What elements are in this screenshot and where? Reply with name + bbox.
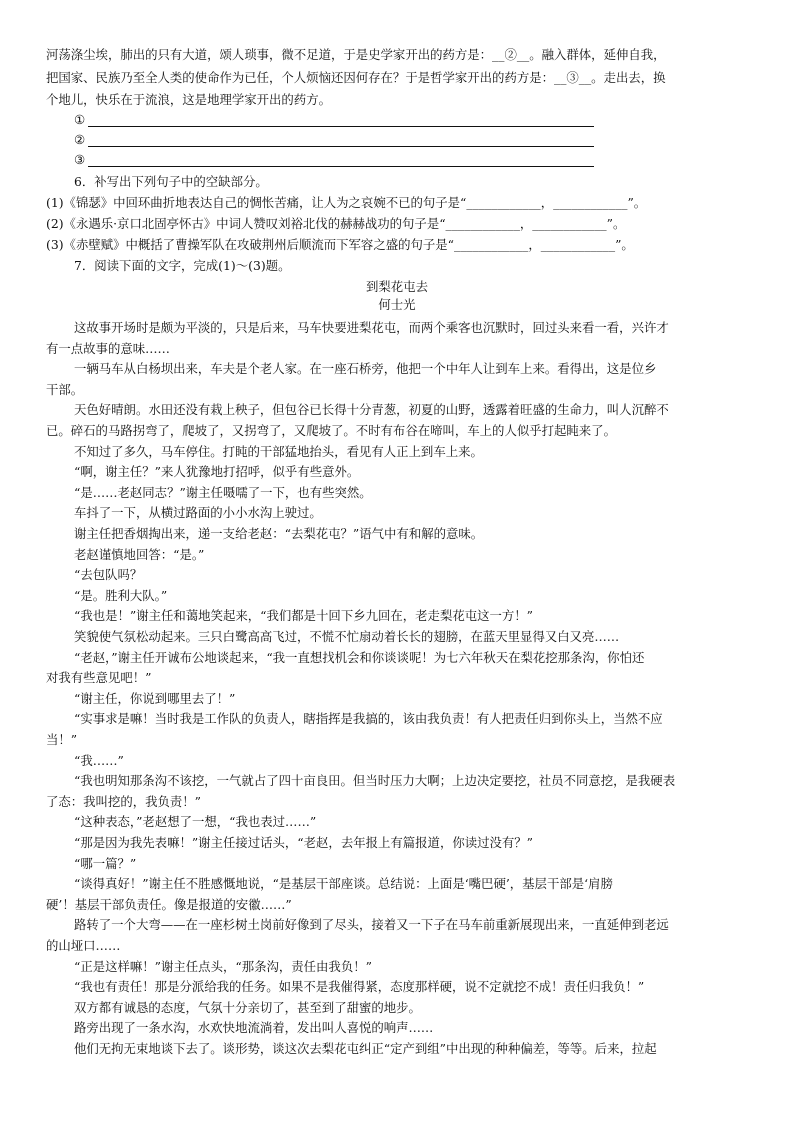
story-line: “去包队吗？ <box>74 567 143 583</box>
story-line: “是……老赵同志？”谢主任嗫嚅了一下，也有些突然。 <box>74 484 372 500</box>
story-line: 有一点故事的意味…… <box>46 340 170 356</box>
answer-line-3[interactable] <box>74 150 594 170</box>
story-line: 他们无拘无束地谈下去了。谈形势，谈这次去梨花屯纠正“定产到组”中出现的种种偏差，等等。后来，拉起 <box>74 1041 657 1056</box>
story-line: 的山垭口…… <box>46 938 121 953</box>
story-author: 何士光 <box>378 297 416 312</box>
story-line: 路转了一个大弯——在一座杉树土岗前好像到了尽头，接着又一下子在马车前重新展现出来，一直延伸到老远 <box>74 917 669 933</box>
story-line: 不知过了多久，马车停住。打盹的干部猛地抬头，看见有人正上到车上来。 <box>74 443 483 459</box>
story-line: “谈得真好！”谢主任不胜感慨地说，“是基层干部座谈。总结说：上面是‘嘴巴硬’，基层干部是‘肩膀 <box>74 876 613 892</box>
story-line: 干部。 <box>46 381 84 397</box>
story-line: 老赵谨慎地回答：“是。” <box>74 546 205 562</box>
story-line: 谢主任把香烟掏出来，递一支给老赵：“去梨花屯？”语气中有和解的意味。 <box>74 526 484 541</box>
story-line: 车抖了一下，从横过路面的小小水沟上驶过。 <box>74 505 322 521</box>
story-line: 这故事开场时是颇为平淡的，只是后来，马车快要进梨花屯，而两个乘客也沉默时，回过头来看一看，兴许才 <box>74 320 669 335</box>
story-line: 当！” <box>46 732 78 747</box>
story-line: “我也有责任！那是分派给我的任务。如果不是我催得紧，态度那样硬，说不定就挖不成！责任归我负！” <box>74 979 645 995</box>
story-line: “这种表态，”老赵想了一想，“我也表过……” <box>74 814 317 830</box>
q7-heading: 7．阅读下面的文字，完成(1)～(3)题。 <box>74 258 291 273</box>
story-line: “实事求是嘛！当时我是工作队的负责人，瞎指挥是我搞的，该由我负责！有人把责任归到你头上，当然不应 <box>74 711 663 727</box>
story-line: “正是这样嘛！”谢主任点头，“那条沟，责任由我负！” <box>74 958 372 974</box>
story-line: 已。碎石的马路拐弯了，爬坡了，又拐弯了，又爬坡了。不时有布谷在啼叫，车上的人似乎打起盹来了。 <box>46 423 616 438</box>
story-line: 一辆马车从白杨坝出来，车夫是个老人家。在一座石桥旁，他把一个中年人让到车上来。看得出，这是位乡 <box>74 361 657 377</box>
story-line: “是。胜利大队。” <box>74 587 168 603</box>
answer-line-1[interactable] <box>74 110 594 130</box>
story-line: “我也是！”谢主任和蔼地笑起来，“我们都是十回下乡九回在，老走梨花屯这一方！” <box>74 608 534 624</box>
q6-item-3: (3)《赤壁赋》中概括了曹操军队在攻破荆州后顺流而下军容之盛的句子是“____________，____________”。 <box>46 237 634 252</box>
story-title: 到梨花屯去 <box>366 279 428 294</box>
story-line: “那是因为我先表嘛！”谢主任接过话头，“老赵，去年报上有篇报道，你读过没有？” <box>74 835 534 850</box>
q6-heading: 6．补写出下列句子中的空缺部分。 <box>74 174 268 189</box>
intro-line-2: 把国家、民族乃至全人类的使命作为已任，个人烦恼还因何存在？于是哲学家开出的药方是：__③__。走出去，换 <box>46 70 666 85</box>
answer-line-2-rule <box>88 146 594 147</box>
story-line: “老赵，”谢主任开诚布公地谈起来，“我一直想找机会和你谈谈呢！为七六年秋天在梨花挖那条沟，你怕还 <box>74 649 645 665</box>
answer-line-1-label: ① <box>74 112 86 127</box>
answer-line-3-label: ③ <box>74 152 86 167</box>
answer-line-3-rule <box>88 166 594 167</box>
answer-line-2-label: ② <box>74 132 86 147</box>
intro-line-1: 河荡涤尘埃，肺出的只有大道，颂人琐事，微不足道，于是史学家开出的药方是：__②__。融入群体，延伸自我， <box>46 47 666 62</box>
story-line: 天色好晴朗。水田还没有栽上秧子，但包谷已长得十分青葱，初夏的山野，透露着旺盛的生命力，叫人沉醉不 <box>74 402 669 418</box>
answer-line-1-rule <box>88 126 594 127</box>
answer-line-2[interactable] <box>74 130 594 150</box>
q6-item-1: (1)《锦瑟》中回环曲折地表达自己的惆怅苦痛，让人为之哀婉不已的句子是“____________，____________”。 <box>46 195 647 210</box>
story-line: 笑貌使气氛松动起来。三只白鹭高高飞过，不慌不忙扇动着长长的翅膀，在蓝天里显得又白又亮…… <box>74 629 620 644</box>
story-line: 路旁出现了一条水沟，水欢快地流淌着，发出叫人喜悦的响声…… <box>74 1020 434 1036</box>
story-line: “谢主任，你说到哪里去了！” <box>74 690 236 706</box>
story-line: 双方都有诚恳的态度，气氛十分亲切了，甚至到了甜蜜的地步。 <box>74 999 421 1015</box>
story-line: 硬’！基层干部负责任。像是报道的安徽……” <box>46 896 292 912</box>
story-line: “我……” <box>74 752 124 768</box>
story-line: “哪一篇？” <box>74 855 137 871</box>
story-line: “啊，谢主任？”来人犹豫地打招呼，似乎有些意外。 <box>74 464 360 480</box>
story-line: 对我有些意见吧！” <box>46 670 152 686</box>
story-line: 了态：我叫挖的，我负责！” <box>46 793 202 809</box>
story-line: “我也明知那条沟不该挖，一气就占了四十亩良田。但当时压力大啊；上边决定要挖，社员不同意挖，是我硬表 <box>74 773 676 789</box>
intro-line-3: 个地儿，快乐在于流浪，这是地理学家开出的药方。 <box>46 92 331 107</box>
q6-item-2: (2)《永遇乐·京口北固亭怀古》中词人赞叹刘裕北伐的赫赫战功的句子是“____________，____________”。 <box>46 216 626 231</box>
